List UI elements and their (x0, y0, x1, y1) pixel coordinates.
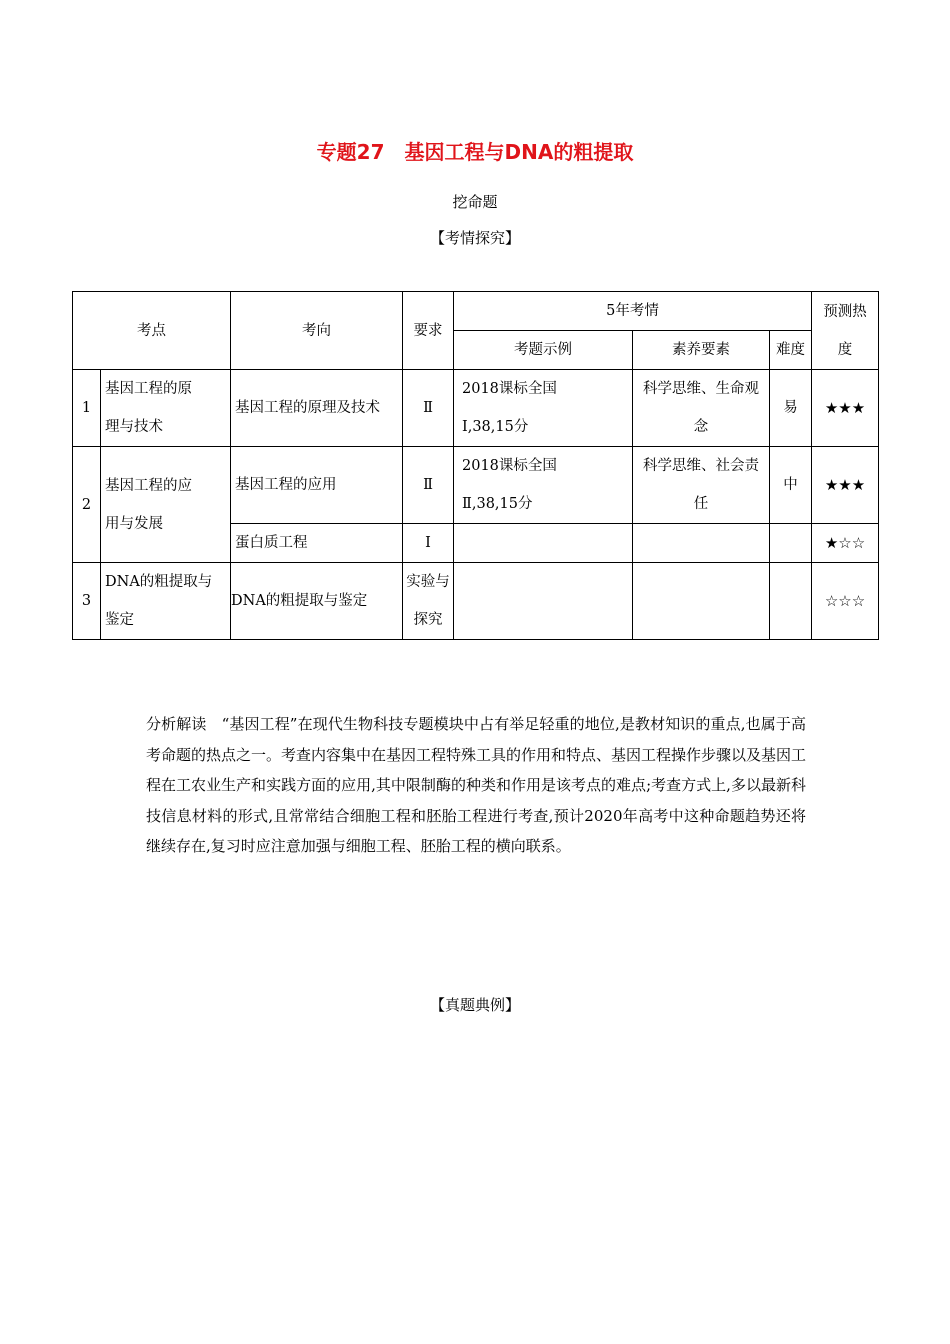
kaodian-line2: 用与发展 (105, 515, 163, 532)
header-suyang: 素养要素 (633, 331, 770, 370)
header-kaoxiang: 考向 (231, 292, 403, 370)
kaodian-line1: 基因工程的原 (105, 381, 192, 397)
row-stars: ★☆☆ (812, 524, 879, 563)
row-shili (454, 524, 633, 563)
row-stars: ☆☆☆ (812, 563, 879, 640)
row-number: 2 (73, 447, 101, 563)
row-nandu (770, 563, 812, 640)
suyang-line2: 任 (693, 496, 709, 512)
row-shili (454, 563, 633, 640)
header-wunian: 5年考情 (454, 292, 812, 331)
row-number: 1 (73, 370, 101, 447)
row-kaoxiang: 基因工程的应用 (231, 447, 403, 524)
kaodian-line2: 鉴定 (105, 612, 134, 628)
table-row (73, 370, 879, 447)
row-kaodian (101, 447, 231, 563)
shili-line2: Ⅰ,38,15分 (462, 419, 529, 435)
row-kaoxiang: 蛋白质工程 (231, 524, 403, 563)
row-yaoqiu: Ⅰ (403, 524, 454, 563)
row-kaoxiang: 基因工程的原理及技术 (231, 370, 403, 447)
row-nandu (770, 524, 812, 563)
row-yaoqiu (403, 563, 454, 640)
row-stars: ★★★ (812, 370, 879, 447)
suyang-line1: 科学思维、生命观 (643, 381, 759, 397)
suyang-line2: 念 (693, 419, 709, 435)
yaoqiu-line1: 实验与 (406, 574, 450, 590)
header-yaoqiu: 要求 (403, 292, 454, 370)
table-header-row-1 (73, 292, 879, 331)
suyang-line1: 科学思维、社会责 (643, 458, 759, 474)
analysis-paragraph: 分析解读 “基因工程”在现代生物科技专题模块中占有举足轻重的地位,是教材知识的重点,也属于高考命题的热点之一。考查内容集中在基因工程特殊工具的作用和特点、基因工程操作步骤以及基因工程在工农业生产和实践方面的应用,其中限制酶的种类和作用是该考点的难点;考查方式上,多以最新科技信息材料的形式,且常常结合细胞工程和胚胎工程进行考查,预计2020年高考中这种命题趋势还将继续存在,复习时应注意加强与细胞工程、胚胎工程的横向联系。 (146, 715, 807, 855)
row-suyang (633, 563, 770, 640)
row-stars: ★★★ (812, 447, 879, 524)
exam-analysis-table (72, 291, 879, 640)
section-heading-kaoqing: 【考情探究】 (429, 229, 520, 247)
shili-line1: 2018课标全国 (462, 458, 557, 474)
header-yuce (812, 292, 879, 370)
row-kaodian (101, 370, 231, 447)
kaodian-line1: 基因工程的应 (105, 477, 192, 494)
row-nandu: 中 (770, 447, 812, 524)
table-row (73, 563, 879, 640)
shili-line2: Ⅱ,38,15分 (462, 496, 533, 512)
kaodian-line1: DNA的粗提取与 (105, 574, 213, 590)
row-yaoqiu: Ⅱ (403, 447, 454, 524)
document-title: 专题27 基因工程与DNA的粗提取 (316, 140, 634, 164)
kaodian-line2: 理与技术 (105, 419, 163, 435)
row-kaodian (101, 563, 231, 640)
header-kaodian: 考点 (73, 292, 231, 370)
header-yuce-line1: 预测热 (823, 303, 867, 320)
row-suyang (633, 447, 770, 524)
subtitle: 挖命题 (452, 193, 498, 211)
row-kaoxiang: DNA的粗提取与鉴定 (231, 563, 403, 640)
row-shili (454, 370, 633, 447)
row-suyang (633, 370, 770, 447)
header-shili: 考题示例 (454, 331, 633, 370)
row-suyang (633, 524, 770, 563)
table-row (73, 447, 879, 524)
row-shili (454, 447, 633, 524)
header-yuce-line2: 度 (837, 341, 853, 358)
section-heading-zhenti: 【真题典例】 (429, 996, 520, 1014)
row-yaoqiu: Ⅱ (403, 370, 454, 447)
yaoqiu-line2: 探究 (413, 612, 443, 628)
row-number: 3 (73, 563, 101, 640)
header-nandu: 难度 (770, 331, 812, 370)
row-nandu: 易 (770, 370, 812, 447)
shili-line1: 2018课标全国 (462, 381, 557, 397)
